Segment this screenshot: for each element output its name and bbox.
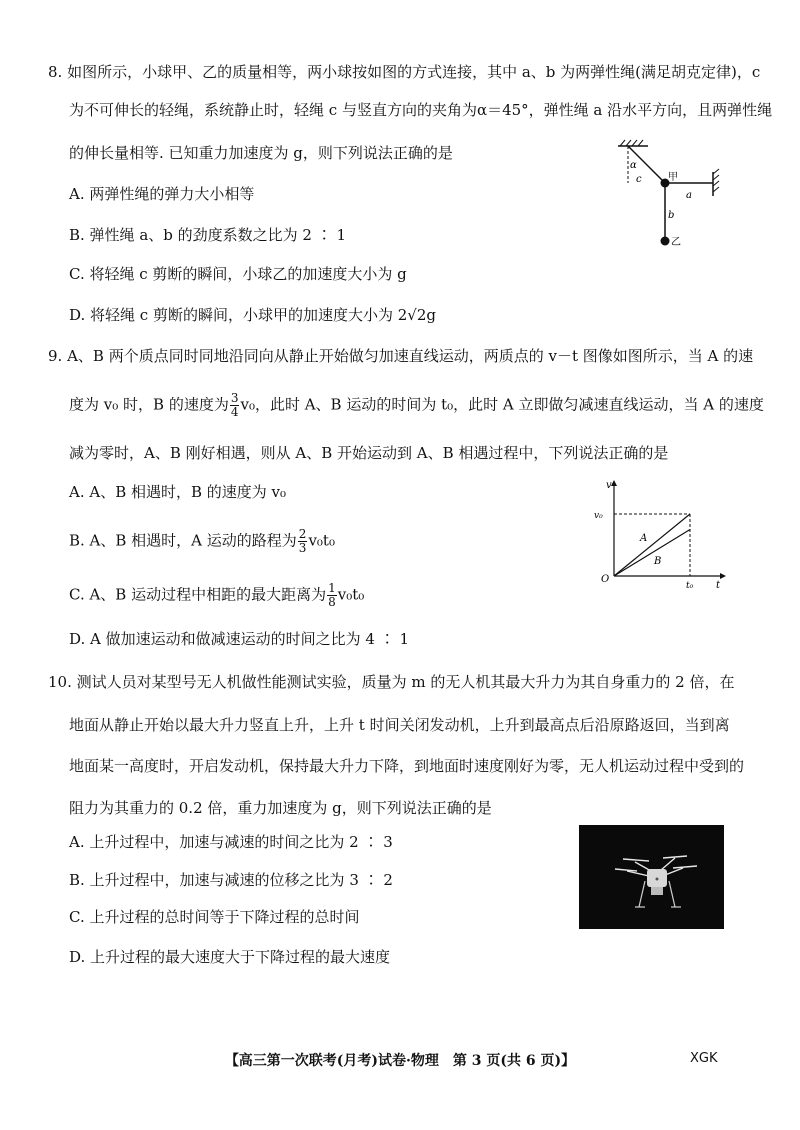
q10-option-d: D. 上升过程的最大速度大于下降过程的最大速度 bbox=[69, 948, 391, 966]
fraction-1-8 bbox=[327, 582, 337, 609]
q10-stem-line2: 地面从静止开始以最大升力竖直上升，上升 t 时间关闭发动机，上升到最高点后沿原路返回，当到离 bbox=[69, 716, 730, 734]
label-c: c bbox=[636, 174, 642, 185]
series-label-a: A bbox=[640, 533, 648, 544]
ball-yi bbox=[661, 237, 670, 246]
fraction-3-4 bbox=[230, 392, 240, 419]
fraction-2-3 bbox=[298, 528, 308, 555]
line-b bbox=[614, 530, 690, 577]
q9-stem-line1: 9. A、B 两个质点同时同地沿同向从静止开始做匀加速直线运动，两质点的 v－t 图像如图所示，当 A 的速 bbox=[48, 347, 754, 365]
q10-option-a: A. 上升过程中，加速与减速的时间之比为 2 ∶ 3 bbox=[69, 833, 393, 851]
q8-option-a: A. 两弹性绳的弹力大小相等 bbox=[69, 185, 255, 203]
q10-stem-line3: 地面某一高度时，开启发动机，保持最大升力下降，到地面时速度刚好为零，无人机运动过程中受到的 bbox=[69, 757, 745, 775]
frac-num: 1 bbox=[328, 581, 336, 595]
q9-option-c-value: v₀t₀ bbox=[337, 585, 365, 604]
label-yi: 乙 bbox=[671, 237, 681, 248]
label-a: a bbox=[686, 190, 692, 201]
label-jia: 甲 bbox=[668, 172, 678, 183]
series-label-b: B bbox=[654, 556, 662, 567]
q8-option-d-value: 2√2g bbox=[397, 306, 436, 324]
q9-option-b-text: B. A、B 相遇时，A 运动的路程为 bbox=[69, 531, 297, 550]
label-alpha: α bbox=[630, 160, 637, 171]
q9-option-c-text: C. A、B 运动过程中相距的最大距离为 bbox=[69, 585, 327, 604]
drone-photo bbox=[579, 825, 724, 929]
tick-label-v0: v₀ bbox=[594, 511, 603, 521]
frac-den: 3 bbox=[298, 541, 307, 555]
q8-stem-line3: 的伸长量相等. 已知重力加速度为 g，则下列说法正确的是 bbox=[69, 144, 453, 162]
q8-option-c: C. 将轻绳 c 剪断的瞬间，小球乙的加速度大小为 g bbox=[69, 265, 407, 283]
q9-stem-line2-pre: 度为 v₀ 时，B 的速度为 bbox=[69, 395, 229, 414]
q8-stem-line2: 为不可伸长的轻绳，系统静止时，轻绳 c 与竖直方向的夹角为α＝45°，弹性绳 a 沿水平方向，且两弹性绳 bbox=[69, 101, 773, 119]
frac-den: 4 bbox=[230, 405, 239, 419]
frac-num: 2 bbox=[298, 527, 307, 541]
label-b: b bbox=[668, 210, 675, 221]
q9-option-b-value: v₀t₀ bbox=[308, 531, 335, 550]
frac-num: 3 bbox=[230, 391, 239, 405]
axis-label-v: v bbox=[606, 480, 612, 491]
q9-option-d: D. A 做加速运动和做减速运动的时间之比为 4 ∶ 1 bbox=[69, 630, 410, 648]
q8-stem-line1: 8. 如图所示，小球甲、乙的质量相等，两小球按如图的方式连接，其中 a、b 为两弹性绳(满足胡克定律)，c bbox=[48, 63, 761, 81]
origin-label: O bbox=[601, 574, 610, 585]
q9-stem-line3: 减为零时，A、B 刚好相遇，则从 A、B 开始运动到 A、B 相遇过程中，下列说法正确的是 bbox=[69, 444, 669, 462]
q9-vt-graph bbox=[590, 478, 730, 590]
q9-option-a: A. A、B 相遇时，B 的速度为 v₀ bbox=[69, 483, 287, 501]
q8-option-d-text: D. 将轻绳 c 剪断的瞬间，小球甲的加速度大小为 bbox=[69, 306, 398, 324]
q8-option-b: B. 弹性绳 a、b 的劲度系数之比为 2 ∶ 1 bbox=[69, 226, 347, 244]
q10-option-c: C. 上升过程的总时间等于下降过程的总时间 bbox=[69, 908, 360, 926]
q10-option-b: B. 上升过程中，加速与减速的位移之比为 3 ∶ 2 bbox=[69, 871, 393, 889]
footer-code: XGK bbox=[690, 1051, 718, 1066]
q9-stem-line2 bbox=[69, 392, 764, 419]
tick-label-t0: t₀ bbox=[686, 581, 694, 590]
frac-den: 8 bbox=[328, 595, 336, 609]
q8-option-d bbox=[69, 305, 436, 325]
page-footer: 【高三第一次联考(月考)试卷·物理 第 3 页(共 6 页)】 bbox=[224, 1053, 576, 1069]
line-a bbox=[614, 514, 690, 576]
q9-option-b bbox=[69, 528, 335, 555]
q9-stem-line2-post: v₀，此时 A、B 运动的时间为 t₀，此时 A 立即做匀减速直线运动，当 A 的速度 bbox=[240, 395, 764, 414]
axis-label-t: t bbox=[716, 580, 721, 590]
q10-stem-line1: 10. 测试人员对某型号无人机做性能测试实验，质量为 m 的无人机其最大升力为其自身重力的 2 倍，在 bbox=[48, 673, 735, 691]
q9-option-c bbox=[69, 582, 364, 609]
q10-stem-line4: 阻力为其重力的 0.2 倍，重力加速度为 g，则下列说法正确的是 bbox=[69, 799, 492, 817]
q8-figure bbox=[610, 138, 730, 258]
